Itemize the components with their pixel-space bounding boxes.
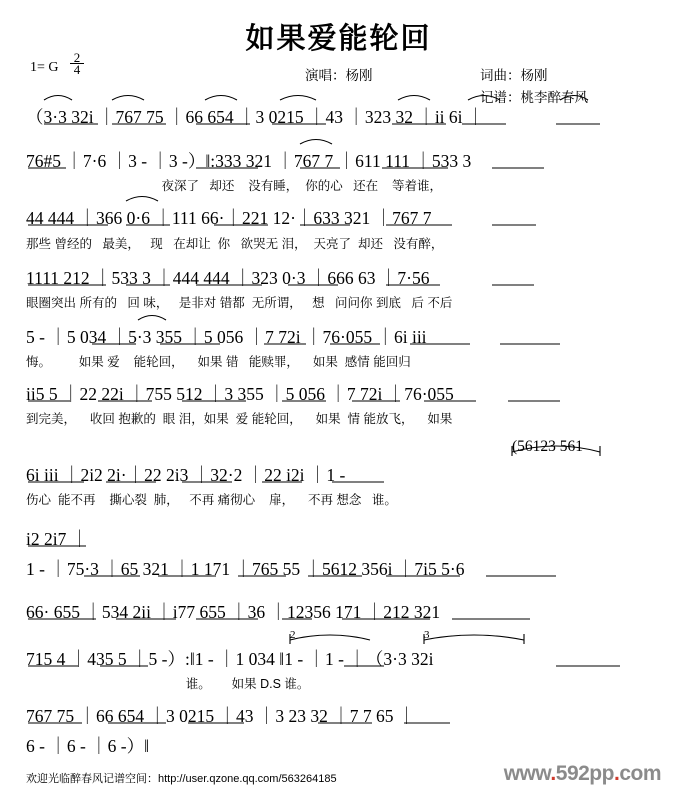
score-line-lyrics: 那些 曾经的 最美， 现 在却让 你 欲哭无 泪， 天亮了 却还 没有醉，	[26, 237, 444, 251]
score-line-notes: （3·3 32i ｜767 75 ｜66 654 ｜3 0215 ｜43 ｜323 32 ｜ii 6i ｜	[26, 107, 485, 127]
score-line-notes: 44 444 ｜366 0·6 ｜111 66·｜221 12·｜633 321 ｜767 7	[26, 208, 432, 228]
time-signature-numerator: 2	[73, 50, 81, 65]
score-line-lyrics: 伤心 能不再 撕心裂 肺， 不再 痛彻心 扉， 不再 想念 谁。	[26, 493, 397, 507]
score-line-lyrics: 谁。 如果 D.S 谁。	[26, 677, 310, 691]
score-line-notes: 1111 212 ｜533 3 ｜444 444 ｜323 0·3 ｜666 63 ｜7·56	[26, 268, 430, 288]
score-line-lyrics: 眼圈突出 所有的 回 味， 是非对 错都 无所谓， 想 问问你 到底 后 不后	[26, 296, 453, 310]
score-line-lyrics: 夜深了 却还 没有睡， 你的心 还在 等着谁，	[26, 179, 443, 193]
credit-singer: 演唱：杨刚	[305, 68, 373, 83]
score-line-notes: i2 2i7 ｜	[26, 529, 89, 549]
page-title: 如果爱能轮回	[245, 23, 432, 55]
alternate-repeat-figure: (56123 561	[512, 438, 584, 455]
score-line-lyrics: 到完美， 收回 抱歉的 眼 泪，如果 爱 能轮回， 如果 情 能放飞， 如果	[26, 412, 453, 426]
score-line-notes: 76#5 ｜7·6 ｜3 - ｜3 -）‖:333 321 ｜767 7 ｜611 111 ｜533 3	[26, 151, 472, 171]
score-line-notes: 5 - ｜5 034 ｜5·3 355 ｜5 056 ｜7 72i ｜76·055 ｜6i iii	[26, 327, 427, 347]
score-line-notes: 767 75 ｜66 654 ｜3 0215 ｜43 ｜3 23 32 ｜7 7 65 ｜	[26, 706, 416, 726]
score-line-notes: 1 - ｜75·3 ｜65 321 ｜1 171 ｜765 55 ｜5612 356i ｜7i5 5·6	[26, 559, 465, 579]
repeat-bracket-number-2: 3	[424, 629, 430, 641]
key-signature: 1= G	[30, 60, 59, 75]
time-signature-denominator: 4	[70, 63, 84, 75]
score-line-notes: 66· 655 ｜534 2ii ｜i77 655 ｜36 ｜12356 171 ｜212 321	[26, 602, 441, 622]
time-signature	[70, 52, 84, 75]
score-line-notes: 715 4 ｜435 5 ｜5 -）:‖1 - ｜1 034 ‖1 - ｜1 - ｜（3·3 32i	[26, 649, 434, 669]
repeat-bracket-number-1: 2	[290, 629, 296, 641]
watermark-site: www.592pp.com	[503, 762, 661, 785]
footer-credit-link: 欢迎光临醉春风记谱空间：http://user.qzone.qq.com/563264185	[26, 773, 337, 785]
credit-notator: 记谱：桃李醉春风	[480, 90, 588, 105]
score-line-notes: 6i iii ｜2i2 2i·｜22 2i3 ｜32·2 ｜22 i2i ｜1 -	[26, 465, 346, 485]
score-line-lyrics: 悔。 如果 爱 能轮回， 如果 错 能赎罪， 如果 感情 能回归	[26, 355, 411, 369]
score-line-notes: 6 - ｜6 - ｜6 -）‖	[26, 736, 150, 756]
score-line-notes: ii5 5 ｜22 22i ｜755 512 ｜3 355 ｜5 056 ｜7 72i ｜76·055	[26, 384, 454, 404]
credit-writer: 词曲：杨刚	[480, 68, 548, 83]
